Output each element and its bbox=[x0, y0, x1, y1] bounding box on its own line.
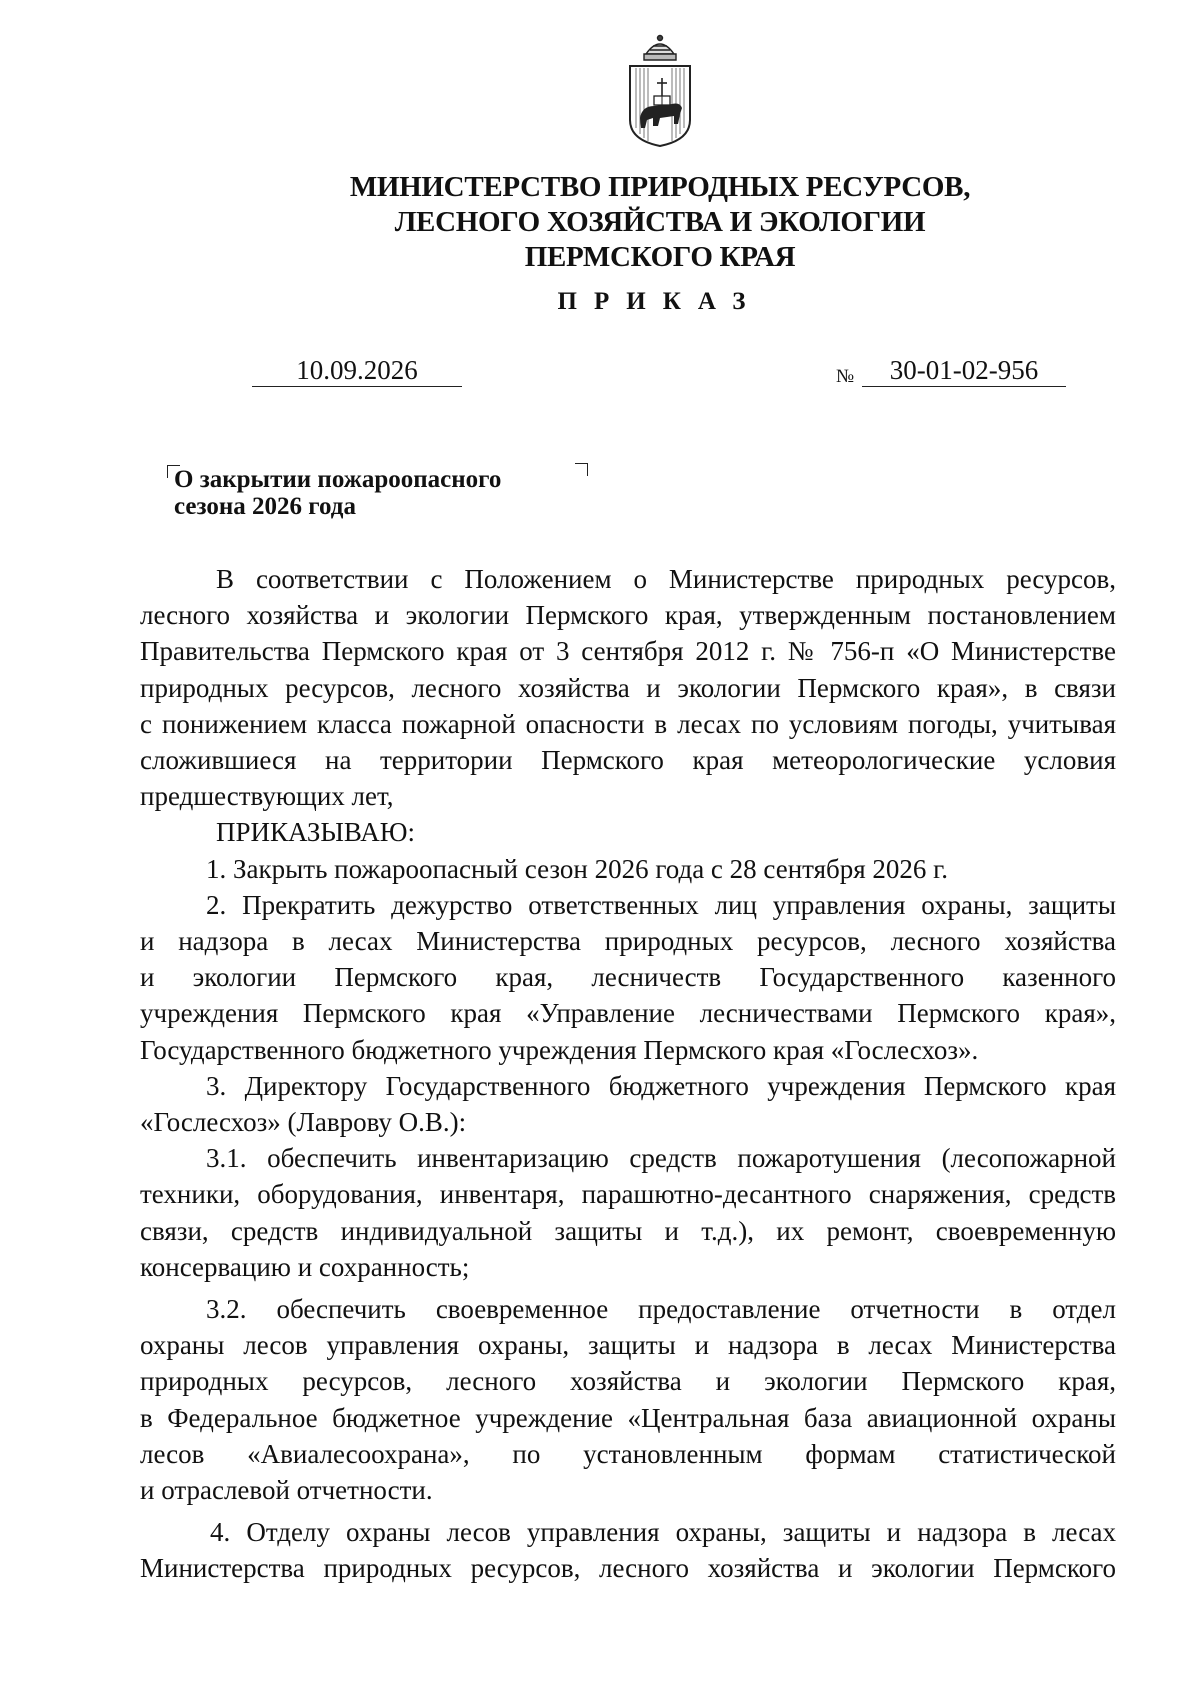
body-line: природных ресурсов, лесного хозяйства и экологии Пермского края, bbox=[140, 1366, 1116, 1397]
order-item-3-1: 3.1. обеспечить инвентаризацию средств пожаротушения (лесопожарной bbox=[206, 1143, 1116, 1174]
body-line: предшествующих лет, bbox=[140, 781, 394, 812]
subject-line: сезона 2026 года bbox=[174, 493, 356, 520]
body-line: охраны лесов управления охраны, защиты и надзора в лесах Министерства bbox=[140, 1330, 1116, 1361]
body-line: лесов «Авиалесоохрана», по установленным формам статистической bbox=[140, 1438, 1116, 1469]
body-line: и экологии Пермского края, лесничеств Государственного казенного bbox=[140, 962, 1116, 993]
order-item-2: 2. Прекратить дежурство ответственных лиц управления охраны, защиты bbox=[206, 889, 1116, 920]
order-item-3: 3. Директору Государственного бюджетного учреждения Пермского края bbox=[206, 1070, 1116, 1101]
order-item-3-2: 3.2. обеспечить своевременное предоставление отчетности в отдел bbox=[206, 1294, 1116, 1325]
body-line: сложившиеся на территории Пермского края метеорологические условия bbox=[140, 745, 1116, 776]
body-line: лесного хозяйства и экологии Пермского края, утвержденным постановлением bbox=[140, 600, 1116, 631]
document-type-title: ПРИКАЗ bbox=[557, 288, 763, 315]
order-body bbox=[140, 561, 1116, 1587]
order-subject bbox=[174, 466, 594, 520]
body-line: и отраслевой отчетности. bbox=[140, 1475, 433, 1506]
ministry-name-line: МИНИСТЕРСТВО ПРИРОДНЫХ РЕСУРСОВ, bbox=[349, 171, 971, 203]
number-sign: № bbox=[836, 366, 855, 387]
perm-krai-coat-of-arms-icon bbox=[620, 32, 700, 150]
body-line: консервацию и сохранность; bbox=[140, 1251, 470, 1282]
order-item-4: 4. Отделу охраны лесов управления охраны, защиты и надзора в лесах bbox=[210, 1517, 1116, 1548]
order-directive: ПРИКАЗЫВАЮ: bbox=[216, 817, 415, 848]
body-line: связи, средств индивидуальной защиты и т.д.), их ремонт, своевременную bbox=[140, 1215, 1116, 1246]
order-number: 30-01-02-956 bbox=[862, 354, 1066, 387]
ministry-name bbox=[200, 170, 1120, 275]
body-line: Министерства природных ресурсов, лесного хозяйства и экологии Пермского bbox=[140, 1553, 1116, 1584]
body-line: природных ресурсов, лесного хозяйства и экологии Пермского края», в связи bbox=[140, 672, 1116, 703]
body-line: «Гослесхоз» (Лаврову О.В.): bbox=[140, 1107, 467, 1138]
body-line: Государственного бюджетного учреждения Пермского края «Гослесхоз». bbox=[140, 1034, 979, 1065]
body-line: техники, оборудования, инвентаря, парашютно-десантного снаряжения, средств bbox=[140, 1179, 1116, 1210]
ministry-name-line: ЛЕСНОГО ХОЗЯЙСТВА И ЭКОЛОГИИ bbox=[394, 206, 926, 238]
body-line: в Федеральное бюджетное учреждение «Центральная база авиационной охраны bbox=[140, 1402, 1116, 1433]
body-line: с понижением класса пожарной опасности в лесах по условиям погоды, учитывая bbox=[140, 708, 1116, 739]
subject-line: О закрытии пожароопасного bbox=[174, 466, 502, 493]
body-line: учреждения Пермского края «Управление лесничествами Пермского края», bbox=[140, 998, 1116, 1029]
body-line: В соответствии с Положением о Министерстве природных ресурсов, bbox=[216, 564, 1116, 594]
order-item-1: 1. Закрыть пожароопасный сезон 2026 года с 28 сентября 2026 г. bbox=[206, 853, 948, 884]
order-date: 10.09.2026 bbox=[252, 354, 462, 387]
body-line: Правительства Пермского края от 3 сентября 2012 г. № 756-п «О Министерстве bbox=[140, 636, 1116, 667]
body-line: и надзора в лесах Министерства природных ресурсов, лесного хозяйства bbox=[140, 926, 1116, 957]
ministry-name-line: ПЕРМСКОГО КРАЯ bbox=[524, 241, 796, 273]
